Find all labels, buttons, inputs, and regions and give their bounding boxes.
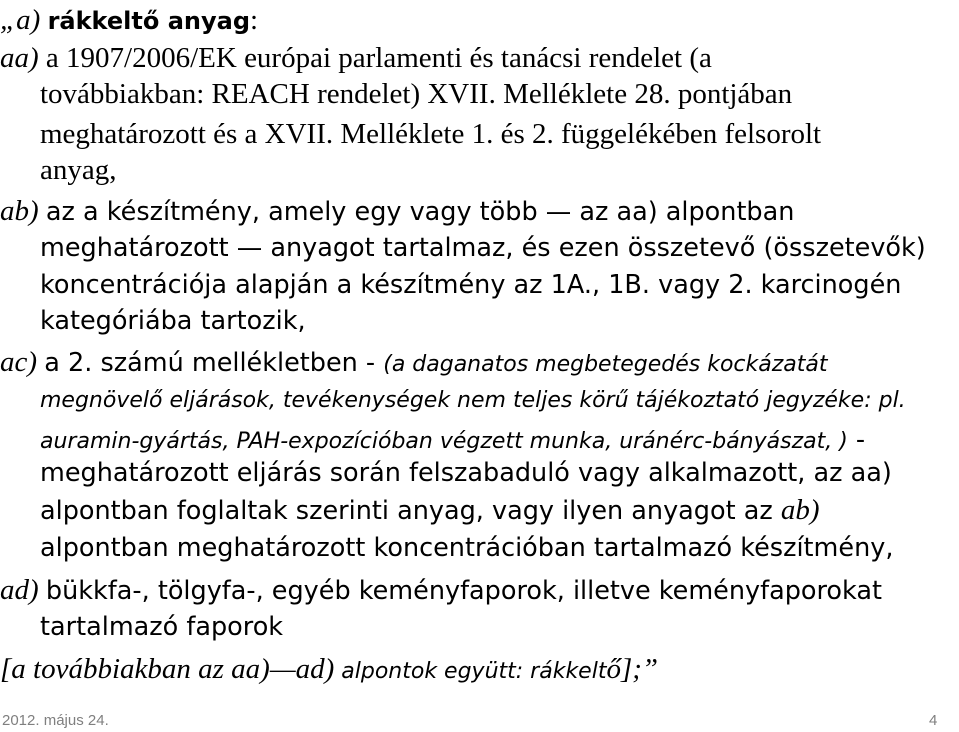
closing-text-serif: [a továbbiakban az aa)—ad): [0, 653, 335, 685]
ac-line-1: [0, 344, 827, 383]
closing-line: [0, 651, 658, 690]
aa-text-1: a 1907/2006/EK európai parlamenti és tanácsi rendelet (a: [45, 42, 712, 74]
ac-line-6: alpontban meghatározott koncentrációban tartalmazó készítmény,: [40, 533, 894, 563]
ad-label: ad): [0, 574, 39, 606]
ac-label: ac): [0, 346, 38, 378]
aa-line-3: meghatározott és a XVII. Melléklete 1. és 2. függelékében felsorolt: [40, 118, 822, 150]
footer-page-number: 4: [929, 712, 938, 729]
ab-line-3: koncentrációja alapján a készítmény az 1A., 1B. vagy 2. karcinogén: [40, 270, 902, 300]
heading: [0, 2, 258, 39]
ab-line-1: [0, 193, 794, 230]
ab-label: ab): [0, 195, 39, 227]
ab-text-1: az a készítmény, amely egy vagy több — az aa) alpontban: [45, 197, 795, 227]
ac-text-5-plain: alpontban foglaltak szerinti anyag, vagy ilyen anyagot az: [40, 496, 781, 526]
ad-text-1: bükkfa-, tölgyfa-, egyéb keményfaporok, illetve keményfaporokat: [45, 576, 882, 606]
heading-title: rákkeltő anyag: [47, 7, 250, 35]
ac-line-4: meghatározott eljárás során felszabaduló vagy alkalmazott, az aa): [40, 458, 892, 488]
footer-date: 2012. május 24.: [2, 712, 109, 729]
aa-line-2: továbbiakban: REACH rendelet) XVII. Melléklete 28. pontjában: [40, 78, 793, 110]
ab-line-2: meghatározott — anyagot tartalmaz, és ezen összetevő (összetevők): [40, 233, 926, 263]
heading-colon: :: [250, 4, 259, 36]
aa-line-1: [0, 40, 712, 76]
ac-text-1-italic: (a daganatos megbetegedés kockázatát: [383, 352, 828, 377]
ab-line-4: kategóriába tartozik,: [40, 306, 306, 336]
ac-text-3-plain: -: [847, 425, 866, 455]
aa-line-4: anyag,: [40, 154, 117, 186]
ad-line-2: tartalmazó faporok: [40, 612, 284, 642]
heading-label: a): [16, 4, 41, 36]
heading-quote: „: [0, 4, 17, 36]
aa-label: aa): [0, 42, 39, 74]
closing-text-sans: alpontok együtt: rákkelt: [334, 659, 607, 684]
closing-text-tail: ő];”: [606, 653, 659, 685]
ac-line-5: [40, 492, 819, 529]
ac-text-3-italic: auramin-gyártás, PAH-expozícióban végzett munka, uránérc-bányászat, ): [40, 429, 848, 454]
ac-line-2: megnövelő eljárások, tevékenységek nem teljes körű tájékoztató jegyzéke: pl.: [40, 388, 906, 413]
ac-text-5-italic: ab): [780, 494, 820, 526]
ad-line-1: [0, 572, 882, 609]
ac-text-1-plain: a 2. számú mellékletben -: [44, 348, 384, 378]
